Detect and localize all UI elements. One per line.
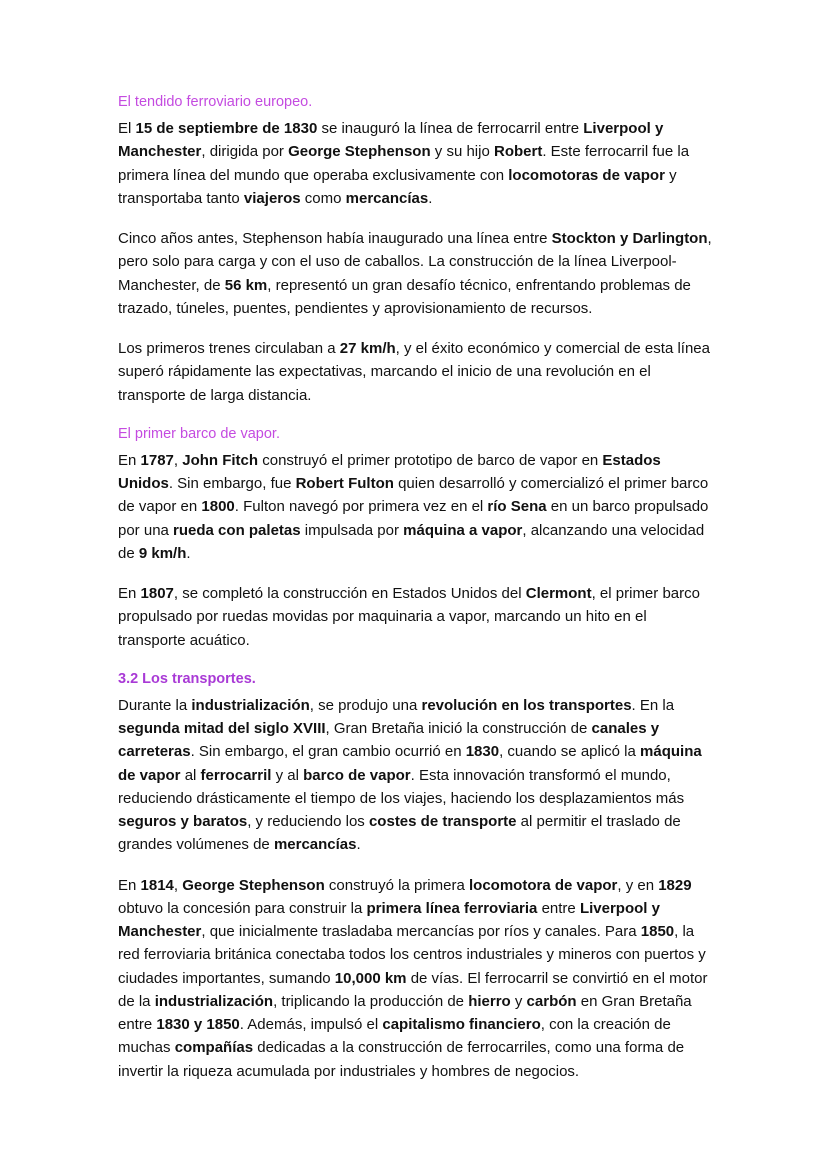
- emphasized-text: seguros y baratos: [118, 813, 248, 831]
- emphasized-text: rueda con paletas: [173, 521, 301, 539]
- section-heading: El tendido ferroviario europeo.: [118, 94, 313, 110]
- emphasized-text: industrialización: [191, 696, 310, 714]
- emphasized-text: 9 km/h: [138, 544, 187, 562]
- body-text: en Gran Bretaña entre: [118, 992, 692, 1034]
- emphasized-text: locomotora de vapor: [469, 876, 618, 894]
- body-text: obtuvo la concesión para construir la: [118, 899, 367, 917]
- emphasized-text: Clermont: [525, 585, 592, 603]
- emphasized-text: 15 de septiembre de 1830: [135, 120, 318, 138]
- emphasized-text: primera línea ferroviaria: [366, 899, 538, 917]
- emphasized-text: 1850: [640, 923, 675, 941]
- body-text: . Este ferrocarril fue la primera línea del mundo que operaba exclusivamente con: [118, 143, 690, 184]
- body-text: Durante la: [118, 696, 192, 714]
- document-body: [118, 92, 712, 1083]
- body-text: impulsada por: [300, 521, 404, 539]
- emphasized-text: revolución en los transportes: [421, 696, 632, 714]
- body-text: se inauguró la línea de ferrocarril entre: [317, 120, 584, 138]
- body-text: , Gran Bretaña inició la construcción de: [325, 720, 592, 738]
- body-text: . Esta innovación transformó el mundo, reduciendo drásticamente el tiempo de los viajes, haciendo los desplazamientos más: [118, 766, 685, 807]
- body-text: . Sin embargo, fue: [168, 475, 296, 493]
- body-text: quien desarrolló y comercializó el primer barco de vapor en: [118, 475, 709, 516]
- paragraph: [118, 227, 712, 320]
- emphasized-text: locomotoras de vapor: [508, 166, 665, 184]
- paragraph: [118, 694, 712, 857]
- body-text: entre: [537, 899, 580, 917]
- body-text: , dirigida por: [201, 143, 289, 161]
- emphasized-text: 10,000 km: [334, 969, 407, 987]
- body-text: , con la creación de muchas: [118, 1016, 671, 1057]
- body-text: , se produjo una: [309, 696, 422, 714]
- body-text: El: [118, 120, 136, 138]
- paragraph: [118, 337, 712, 407]
- emphasized-text: segunda mitad del siglo XVIII: [118, 720, 326, 738]
- emphasized-text: John Fitch: [182, 451, 259, 469]
- body-text: . Fulton navegó por primera vez en el: [234, 498, 488, 516]
- body-text: , y reduciendo los: [247, 813, 369, 831]
- body-text: , la red ferroviaria británica conectaba todos los centros industriales y mineros con puertos y ciudades importantes, sumando: [118, 923, 706, 987]
- body-text: .: [356, 836, 361, 854]
- emphasized-text: 1807: [140, 585, 174, 603]
- body-text: , y el éxito económico y comercial de esta línea superó rápidamente las expectativas, marcando el inicio de una revolución en el transporte de larga distancia.: [118, 340, 710, 404]
- body-text: ,: [173, 876, 183, 894]
- emphasized-text: industrialización: [154, 992, 274, 1010]
- body-text: , pero solo para carga y con el uso de caballos. La construcción de la línea Liverpool-Manchester, de: [118, 230, 712, 294]
- body-text: , se completó la construcción en Estados Unidos del: [173, 585, 526, 603]
- emphasized-text: George Stephenson: [182, 876, 325, 894]
- emphasized-text: Estados Unidos: [118, 451, 661, 493]
- emphasized-text: barco de vapor: [303, 766, 411, 784]
- body-text: al permitir el traslado de grandes volúmenes de: [118, 813, 681, 854]
- emphasized-text: 1787: [140, 451, 174, 469]
- body-text: construyó el primer prototipo de barco de vapor en: [258, 451, 603, 469]
- body-text: Cinco años antes, Stephenson había inaugurado una línea entre: [118, 230, 552, 248]
- body-text: , y en: [617, 876, 659, 894]
- emphasized-text: río Sena: [487, 498, 547, 516]
- emphasized-text: costes de transporte: [368, 813, 517, 831]
- emphasized-text: Robert Fulton: [295, 475, 394, 493]
- emphasized-text: capitalismo financiero: [382, 1016, 541, 1034]
- emphasized-text: máquina a vapor: [403, 521, 523, 539]
- body-text: , el primer barco propulsado por ruedas movidas por maquinaria a vapor, marcando un hito en el transporte acuático.: [118, 585, 700, 649]
- body-text: en un barco propulsado por una: [118, 498, 709, 539]
- body-text: .: [428, 189, 433, 207]
- body-text: construyó la primera: [324, 876, 469, 894]
- emphasized-text: 1830: [465, 743, 500, 761]
- body-text: y al: [271, 766, 304, 784]
- emphasized-text: compañías: [174, 1039, 254, 1057]
- body-text: ,: [173, 451, 183, 469]
- body-text: al: [180, 766, 201, 784]
- emphasized-text: 27 km/h: [339, 340, 396, 358]
- emphasized-text: 1829: [658, 876, 692, 894]
- emphasized-text: máquina de vapor: [118, 743, 702, 784]
- emphasized-text: Stockton y Darlington: [551, 230, 708, 248]
- emphasized-text: 1814: [140, 876, 174, 894]
- body-text: .: [186, 544, 191, 562]
- body-text: Los primeros trenes circulaban a: [118, 340, 340, 358]
- emphasized-text: mercancías: [345, 189, 429, 207]
- emphasized-text: mercancías: [273, 836, 357, 854]
- body-text: , alcanzando una velocidad de: [118, 521, 705, 562]
- body-text: . Además, impulsó el: [239, 1016, 383, 1034]
- paragraph: [118, 117, 712, 210]
- emphasized-text: hierro: [468, 992, 511, 1010]
- section-heading: 3.2 Los transportes.: [118, 670, 256, 687]
- emphasized-text: 1800: [201, 498, 235, 516]
- paragraph: [118, 449, 712, 565]
- body-text: En: [118, 585, 141, 603]
- emphasized-text: canales y carreteras: [118, 720, 660, 761]
- body-text: En: [118, 876, 141, 894]
- emphasized-text: Liverpool y Manchester: [118, 120, 664, 161]
- body-text: y: [510, 992, 527, 1010]
- emphasized-text: Liverpool y Manchester: [118, 899, 660, 941]
- emphasized-text: ferrocarril: [200, 766, 272, 784]
- emphasized-text: carbón: [526, 992, 577, 1010]
- body-text: . Sin embargo, el gran cambio ocurrió en: [190, 743, 466, 761]
- emphasized-text: George Stephenson: [288, 143, 431, 161]
- paragraph: [118, 582, 712, 652]
- section-heading: El primer barco de vapor.: [118, 425, 280, 442]
- body-text: , representó un gran desafío técnico, enfrentando problemas de trazado, túneles, puentes, pendientes y aprovisionamiento de recursos.: [118, 276, 691, 317]
- body-text: , cuando se aplicó la: [499, 743, 641, 761]
- body-text: . En la: [631, 696, 675, 714]
- paragraph: [118, 874, 712, 1083]
- emphasized-text: viajeros: [243, 189, 301, 207]
- emphasized-text: Robert: [494, 143, 543, 161]
- body-text: En: [118, 451, 141, 469]
- emphasized-text: 1830 y 1850: [156, 1016, 240, 1034]
- body-text: y transportaba tanto: [118, 166, 677, 207]
- body-text: , triplicando la producción de: [273, 992, 469, 1010]
- body-text: de vías. El ferrocarril se convirtió en el motor de la: [118, 969, 708, 1010]
- body-text: dedicadas a la construcción de ferrocarriles, como una forma de invertir la riqueza acumulada por industriales y hombres de negocios.: [118, 1039, 685, 1080]
- body-text: como: [300, 189, 346, 207]
- emphasized-text: 56 km: [224, 276, 268, 294]
- body-text: y su hijo: [430, 143, 494, 161]
- body-text: , que inicialmente trasladaba mercancías por ríos y canales. Para: [201, 923, 641, 941]
